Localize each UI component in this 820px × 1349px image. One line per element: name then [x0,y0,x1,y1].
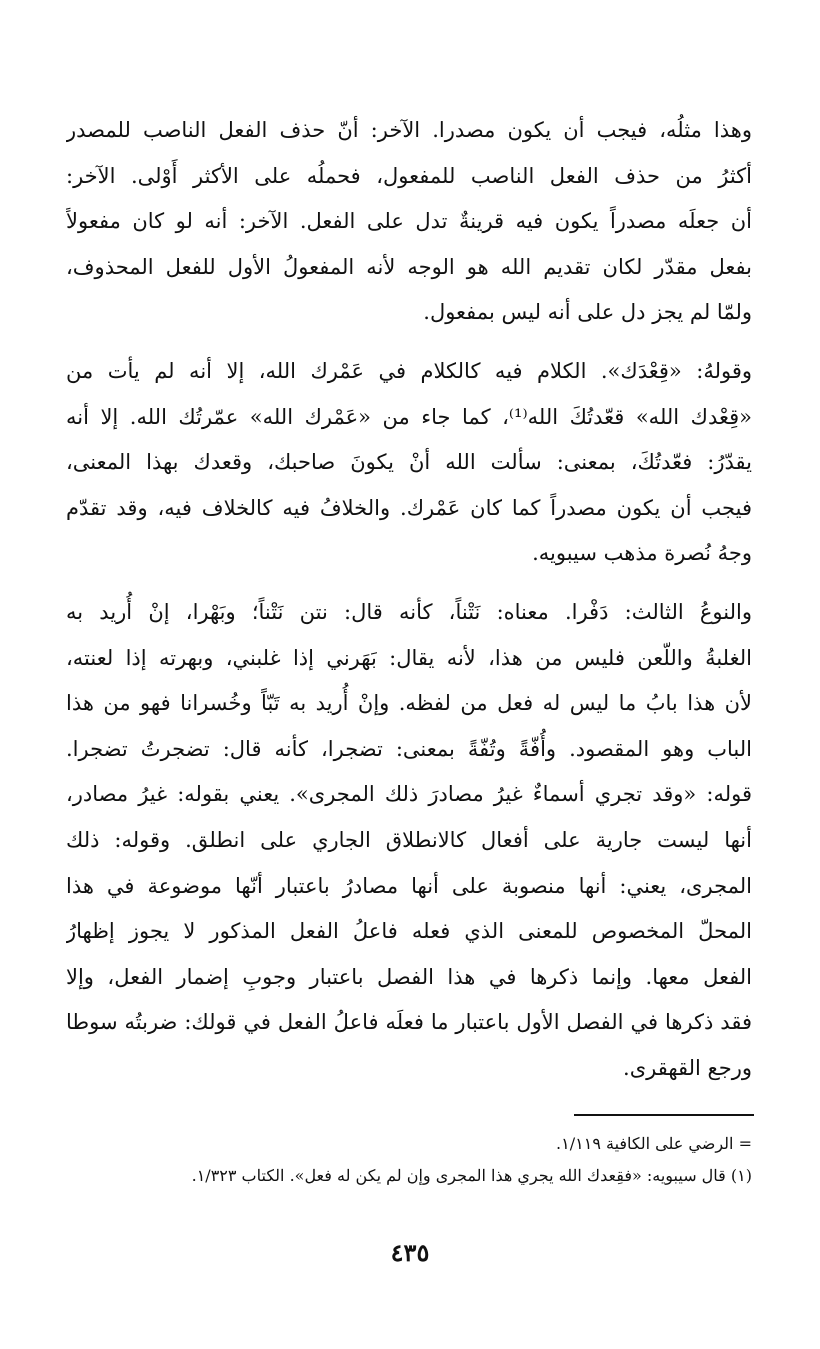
page-number: ٤٣٥ [390,1238,430,1267]
text-line: المحلّ المخصوص للمعنى الذي فعله فاعلُ الفعل المذكور لا يجوز إظهارُ [66,919,752,944]
text-line: وهذا مثلُه، فيجب أن يكون مصدرا. الآخر: أنّ حذف الفعل الناصب للمصدر [66,118,752,142]
text-line: أنها ليست جارية على أفعال كالانطلاق الجاري على انطلق. وقوله: ذلك [66,827,752,852]
footnote-continuation: = الرضي على الكافية ١/١١٩. [556,1134,752,1153]
paragraph [66,349,752,577]
paragraph-gap [66,577,752,590]
text-line: المجرى، يعني: أنها منصوبة على أنها مصادرُ باعتبار أنّها موضوعة في هذا [66,873,752,898]
text-line: وجهُ نُصرة مذهب سيبويه. [532,541,752,566]
text-line: بفعل مقدّر لكان تقديم الله هو الوجه لأنه المفعولُ الأول للفعل المحذوف، [66,254,752,279]
text-line: ورجع القهقرى. [623,1055,752,1080]
text-line: قوله: «وقد تجري أسماءٌ غيرُ مصادرَ ذلك المجرى». يعني بقوله: غيرُ مصادر، [66,782,752,807]
text-line: يقدّرُ: فعّدتُكَ، بمعنى: سألت الله أنْ يكونَ صاحبك، وقعدك بهذا المعنى، [66,450,752,475]
footnotes [90,1128,752,1192]
paragraph [66,108,752,336]
paragraph-gap [66,336,752,349]
text-line: والنوعُ الثالث: دَفْرا. معناه: نَتْناً، كأنه قال: نتن نَتْناً؛ وبَهْرا، إنْ أُريد به [66,599,752,624]
text-line: أن جعلَه مصدراً يكون فيه قرينةٌ تدل على الفعل. الآخر: أنه لو كان مفعولاً [66,209,752,234]
main-text [66,108,752,1091]
text-line: الباب وهو المقصود. وأُفّةً وتُفّةً بمعنى: تضجرا، كأنه قال: تضجرتُ تضجرا. [66,736,752,761]
text-line: فيجب أن يكون مصدراً كما كان عَمْرك. والخلافُ فيه كالخلاف فيه، وقد تقدّم [66,495,752,520]
text-line: الغلبةُ واللّعن فليس من هذا، لأنه يقال: بَهَرني إذا غلبني، وبهرته إذا لعنته، [66,645,752,670]
text-line: الفعل معها. وإنما ذكرها في هذا الفصل باعتبار وجوبِ إضمار الفعل، وإلا [66,964,752,989]
footnote-divider [574,1114,754,1116]
text-line: فقد ذكرها في الفصل الأول باعتبار ما فعلَه فاعلُ الفعل في قولك: ضربتُه سوطا [66,1010,752,1035]
text-line: «قِعْدك الله» قعّدتُكَ الله⁽¹⁾، كما جاء من «عَمْرك الله» عمّرتُك الله. إلا أنه [66,404,752,429]
text-line: وقولهُ: «قِعْدَك». الكلام فيه كالكلام في عَمْرك الله، إلا أنه لم يأت من [66,358,752,383]
text-line: ولمّا لم يجز دل على أنه ليس بمفعول. [423,300,752,325]
paragraph [66,590,752,1092]
footnote-1: (١) قال سيبويه: «فقِعدك الله يجري هذا المجرى وإن لم يكن له فعل». الكتاب ١/٣٢٣. [191,1166,752,1185]
text-line: أكثرُ من حذف الفعل الناصب للمفعول، فحملُه على الأكثر أَوْلى. الآخر: [66,163,752,188]
text-line: لأن هذا بابُ ما ليس له فعل من لفظه. وإنْ أُريد به تَبّاً وخُسرانا فهو من هذا [66,691,752,716]
